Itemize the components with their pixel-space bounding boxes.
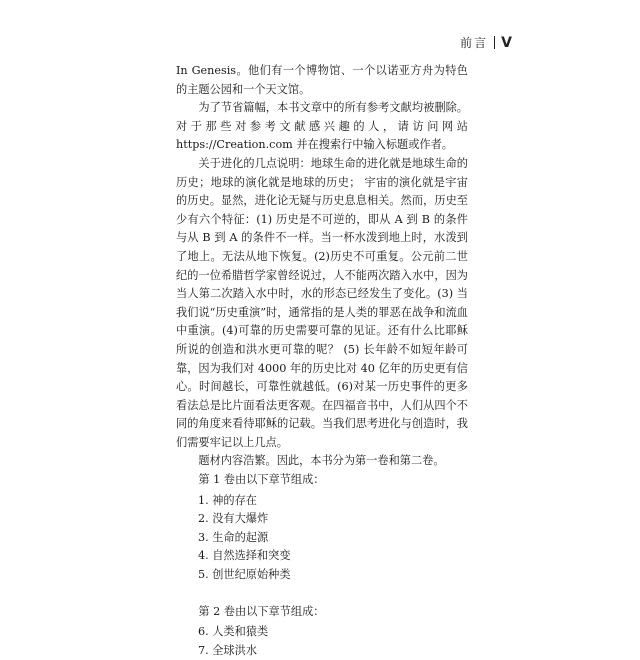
volume2-chapter-list (176, 623, 468, 660)
paragraph-references: 为了节省篇幅，本书文章中的所有参考文献均被删除。对于那些对参考文献感兴趣的人，请访问网站 https://Creation.com 并在搜索行中输入标题或作者。 (176, 101, 468, 152)
page-number: V (501, 34, 512, 51)
list-item: 3. 生命的起源 (198, 530, 269, 544)
volume1-chapter-list (176, 492, 468, 585)
volume2-heading: 第 2 卷由以下章节组成： (198, 604, 325, 618)
list-item: 1. 神的存在 (198, 493, 257, 507)
list-item: 5. 创世纪原始种类 (198, 568, 291, 582)
list-item: 7. 全球洪水 (198, 643, 257, 657)
body-text (176, 62, 468, 660)
running-title: 前言 (460, 36, 489, 50)
header-divider (494, 36, 495, 49)
paragraph-continuation: In Genesis。他们有一个博物馆、一个以诺亚方舟为特色的主题公园和一个天文馆。 (176, 64, 468, 96)
running-header (460, 34, 512, 51)
section-gap (176, 585, 468, 601)
list-item: 2. 没有大爆炸 (198, 512, 269, 526)
list-item: 6. 人类和猿类 (198, 625, 269, 639)
volume1-heading: 第 1 卷由以下章节组成： (198, 473, 325, 487)
paragraph-evolution-notes: 关于进化的几点说明：地球生命的进化就是地球生命的历史；地球的演化就是地球的历史； 宇宙的演化就是宇宙的历史。显然，进化论无疑与历史息息相关。然而，历史至少有六个特征：(1) 历史是不可逆的，即从 A 到 B 的条件与从 B 到 A 的条件不一样。当一杯水泼到地上时，水泼到了地上。无法从地下恢复。(2)历史不可重复。公元前二世纪的一位希腊哲学家曾经说过，人不能两次踏入水中，因为当人第二次踏入水中时，水的形态已经发生了变化。(3) 当我们说“历史重演”时，通常指的是人类的罪恶在战争和流血中重演。(4)可靠的历史需要可靠的见证。还有什么比耶稣所说的创造和洪水更可靠的呢？ (5) 长年龄不如短年龄可靠，因为我们对 4000 年的历史比对 40 亿年的历史更有信心。时间越长，可靠性就越低。(6)对某一历史事件的更多看法总是比片面看法更客观。在四福音书中，人们从四个不同的角度来看待耶稣的记载。当我们思考进化与创造时，我们需要牢记以上几点。 (176, 156, 468, 449)
list-item: 4. 自然选择和突变 (198, 549, 291, 563)
paragraph-volumes: 题材内容浩繁。因此，本书分为第一卷和第二卷。 (198, 454, 445, 468)
